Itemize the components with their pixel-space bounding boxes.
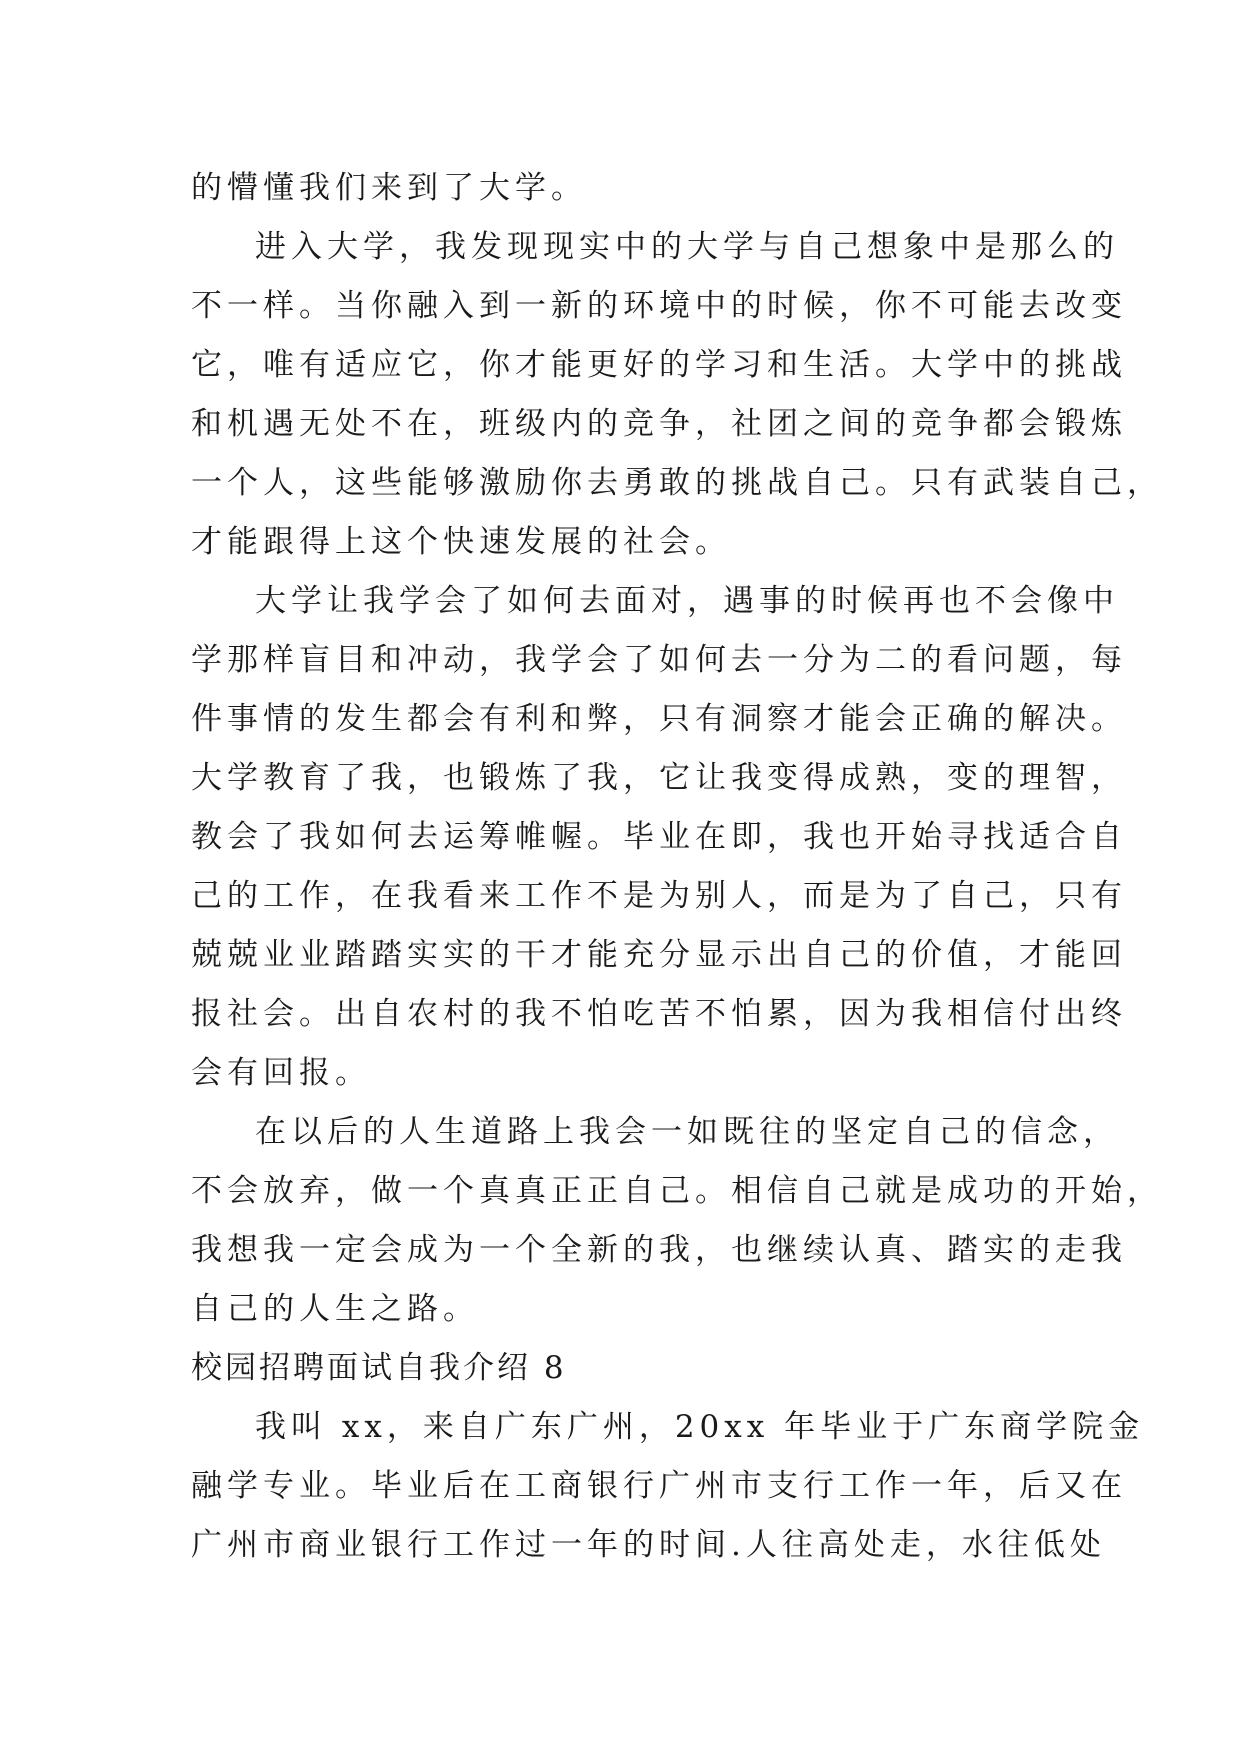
text-line: 广州市商业银行工作过一年的时间.人往高处走，水往低处 <box>191 1527 1106 1563</box>
paragraph-first-line: 进入大学，我发现现实中的大学与自己想象中是那么的 <box>255 229 1119 265</box>
text-line: 融学专业。毕业后在工商银行广州市支行工作一年，后又在 <box>191 1468 1127 1504</box>
text-line: 自己的人生之路。 <box>191 1291 479 1327</box>
text-line: 的懵懂我们来到了大学。 <box>191 170 587 206</box>
text-line: 大学教育了我，也锻炼了我，它让我变得成熟，变的理智， <box>191 760 1127 796</box>
text-line: 不一样。当你融入到一新的环境中的时候，你不可能去改变 <box>191 288 1127 324</box>
section-heading: 校园招聘面试自我介绍 8 <box>191 1350 567 1386</box>
text-line: 己的工作，在我看来工作不是为别人，而是为了自己，只有 <box>191 878 1127 914</box>
text-line: 我想我一定会成为一个全新的我，也继续认真、踏实的走我 <box>191 1232 1127 1268</box>
text-line: 件事情的发生都会有利和弊，只有洞察才能会正确的解决。 <box>191 701 1127 737</box>
text-line: 一个人，这些能够激励你去勇敢的挑战自己。只有武装自己， <box>191 465 1163 501</box>
text-line: 报社会。出自农村的我不怕吃苦不怕累，因为我相信付出终 <box>191 996 1127 1032</box>
text-line: 和机遇无处不在，班级内的竞争，社团之间的竞争都会锻炼 <box>191 406 1127 442</box>
text-line: 不会放弃，做一个真真正正自己。相信自己就是成功的开始， <box>191 1173 1163 1209</box>
text-line: 兢兢业业踏踏实实的干才能充分显示出自己的价值，才能回 <box>191 937 1127 973</box>
text-line: 才能跟得上这个快速发展的社会。 <box>191 524 731 560</box>
paragraph-first-line: 大学让我学会了如何去面对，遇事的时候再也不会像中 <box>255 583 1119 619</box>
paragraph-first-line: 在以后的人生道路上我会一如既往的坚定自己的信念， <box>255 1114 1119 1150</box>
text-line: 教会了我如何去运筹帷幄。毕业在即，我也开始寻找适合自 <box>191 819 1127 855</box>
text-line: 会有回报。 <box>191 1055 371 1091</box>
text-line: 学那样盲目和冲动，我学会了如何去一分为二的看问题，每 <box>191 642 1127 678</box>
text-line: 它，唯有适应它，你才能更好的学习和生活。大学中的挑战 <box>191 347 1127 383</box>
paragraph-first-line: 我叫 xx，来自广东广州，20xx 年毕业于广东商学院金 <box>255 1409 1145 1445</box>
